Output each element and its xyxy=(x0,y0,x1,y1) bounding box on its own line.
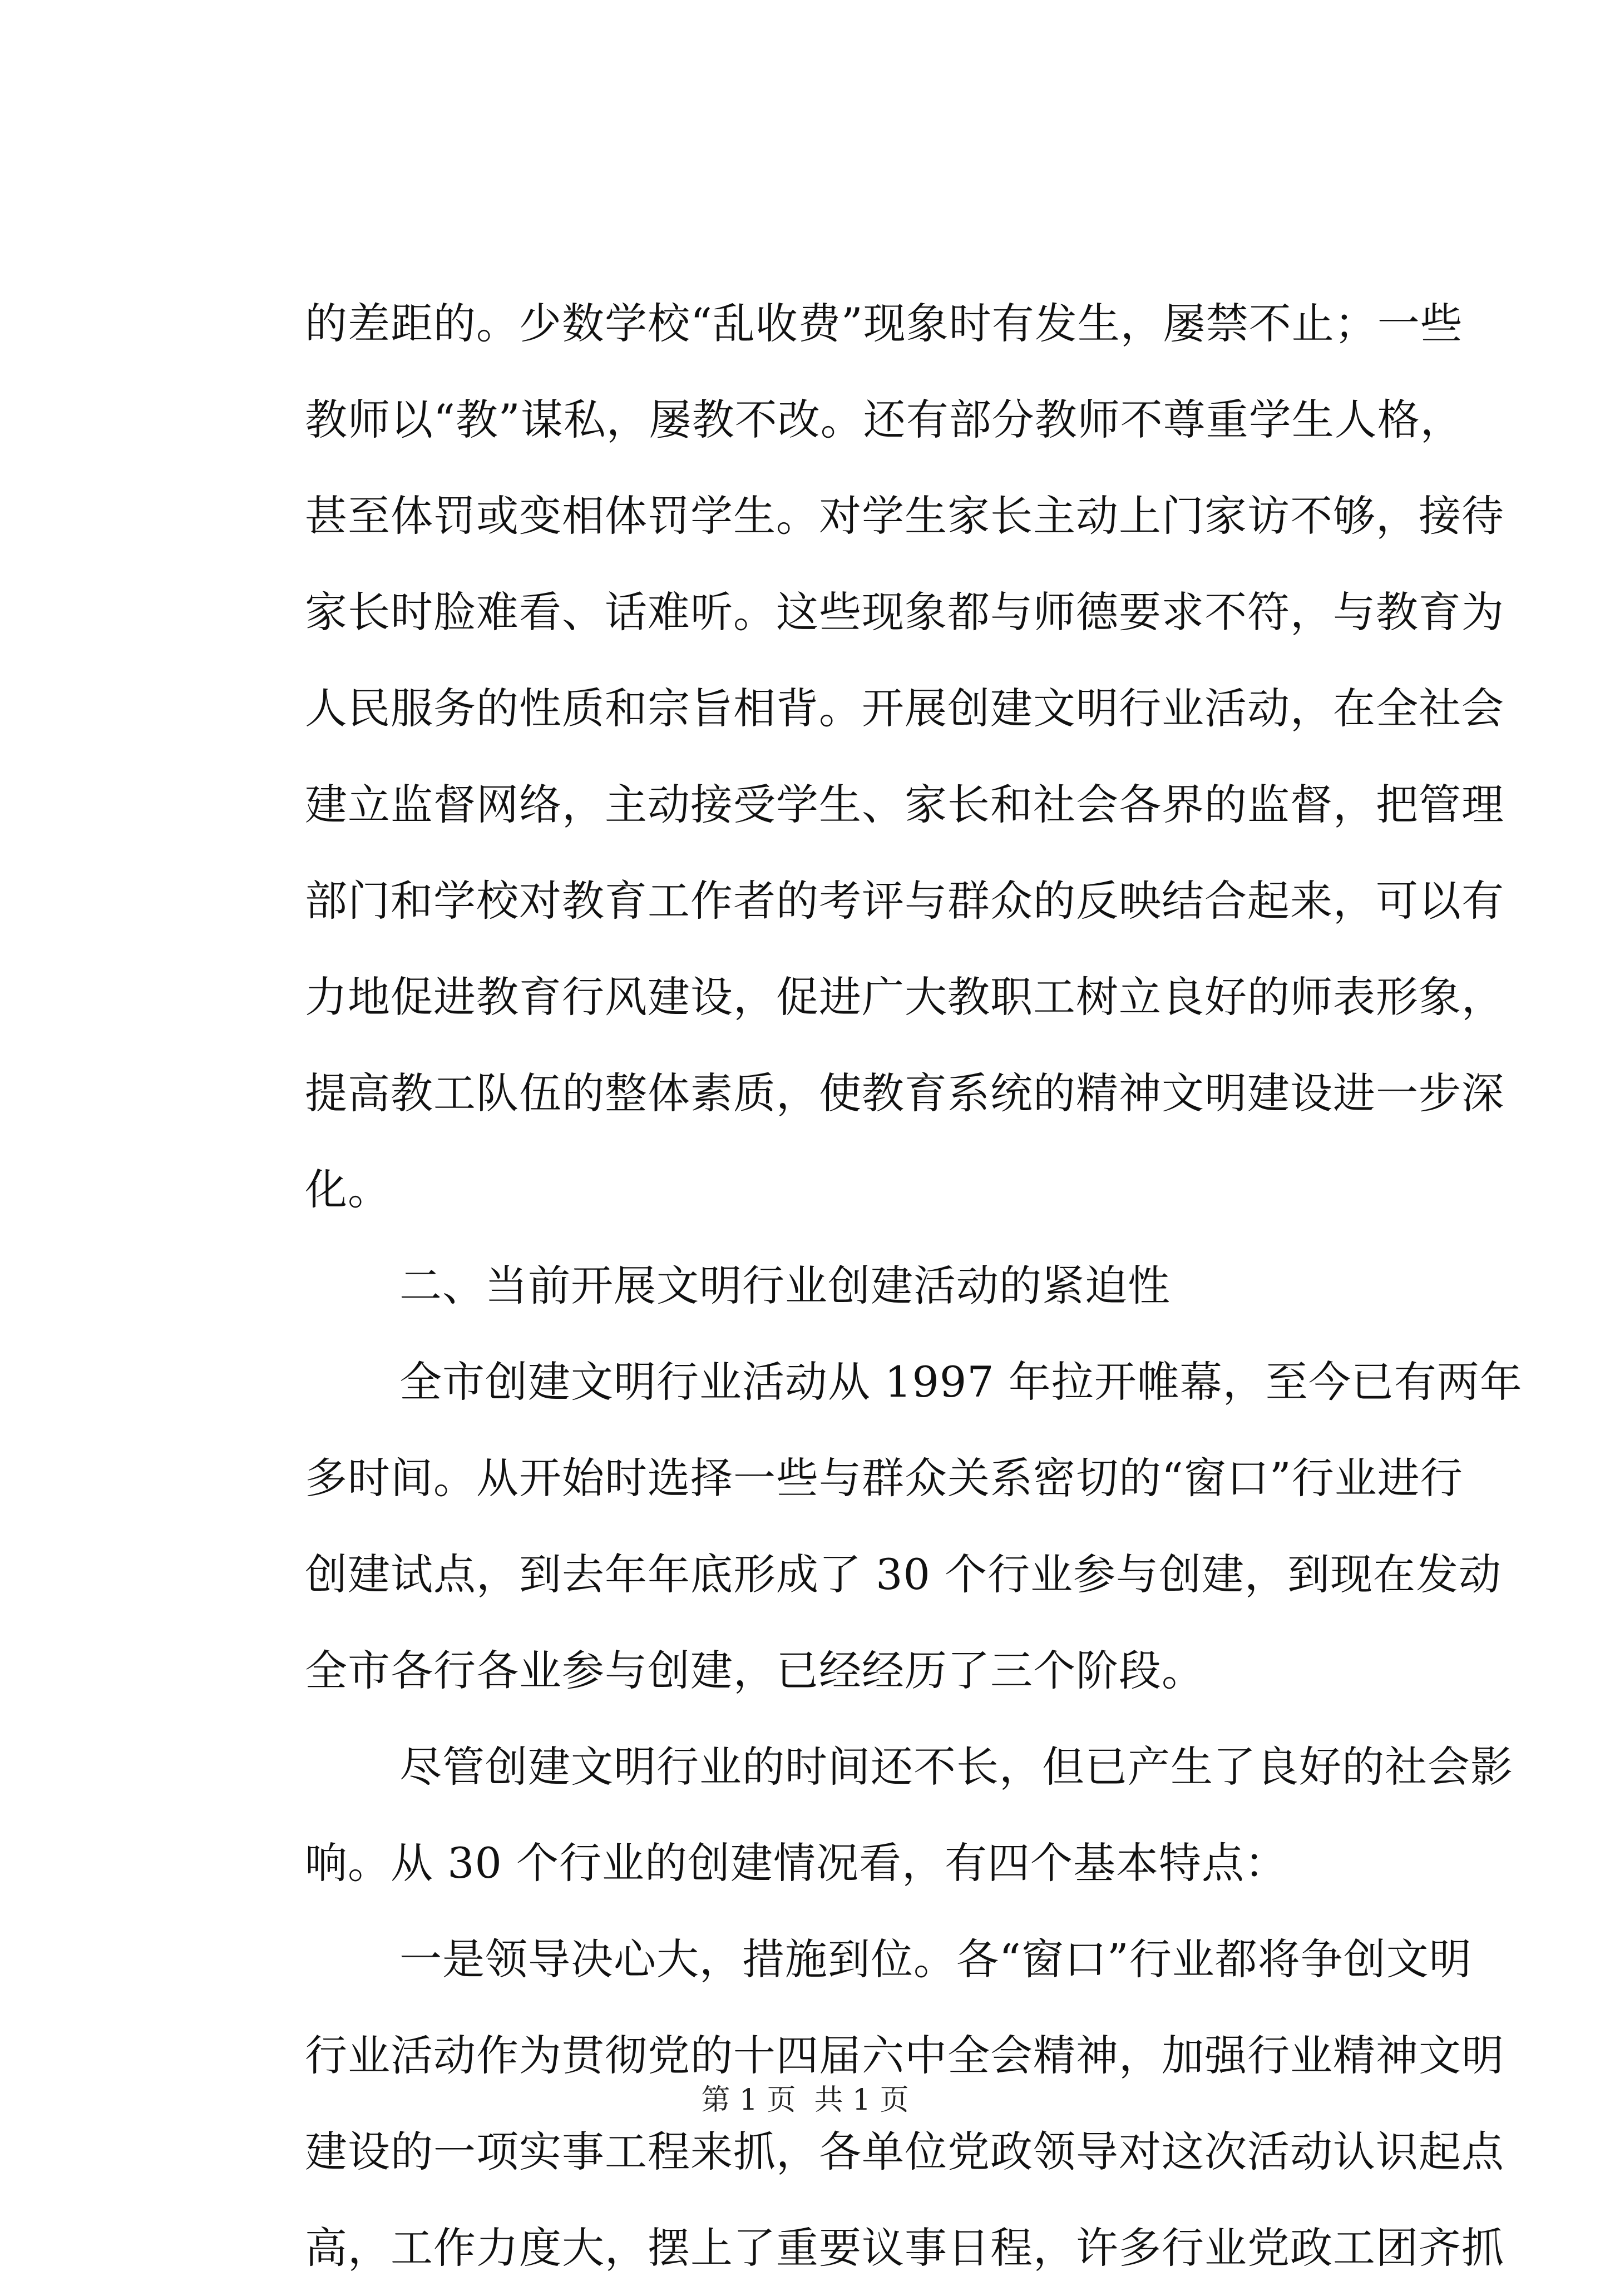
text-line: 全市各行各业参与创建，已经经历了三个阶段。 xyxy=(305,1646,1204,1695)
body-text xyxy=(305,275,1523,2296)
text-line: 提高教工队伍的整体素质，使教育系统的精神文明建设进一步深 xyxy=(305,1068,1504,1118)
text-line: 创建试点，到去年年底形成了 30 个行业参与创建，到现在发动 xyxy=(305,1550,1502,1599)
section-heading: 二、当前开展文明行业创建活动的紧迫性 xyxy=(399,1261,1171,1310)
text-line: 化。 xyxy=(305,1165,391,1214)
text-line: 力地促进教育行风建设，促进广大教职工树立良好的师表形象， xyxy=(305,972,1504,1022)
text-line: 人民服务的性质和宗旨相背。开展创建文明行业活动，在全社会 xyxy=(305,684,1504,733)
text-line: 的差距的。少数学校“乱收费”现象时有发生，屡禁不止；一些 xyxy=(305,299,1463,348)
text-line: 响。从 30 个行业的创建情况看，有四个基本特点： xyxy=(305,1838,1288,1888)
text-line: 行业活动作为贯彻党的十四届六中全会精神，加强行业精神文明 xyxy=(305,2031,1504,2080)
text-line: 全市创建文明行业活动从 1997 年拉开帷幕，至今已有两年 xyxy=(399,1357,1523,1407)
text-line: 一是领导决心大，措施到位。各“窗口”行业都将争创文明 xyxy=(399,1934,1472,1984)
text-line: 建立监督网络，主动接受学生、家长和社会各界的监督，把管理 xyxy=(305,780,1504,829)
text-line: 建设的一项实事工程来抓，各单位党政领导对这次活动认识起点 xyxy=(305,2127,1504,2176)
text-line: 多时间。从开始时选择一些与群众关系密切的“窗口”行业进行 xyxy=(305,1453,1463,1503)
text-line: 尽管创建文明行业的时间还不长，但已产生了良好的社会影 xyxy=(399,1742,1513,1792)
text-line: 部门和学校对教育工作者的考评与群众的反映结合起来，可以有 xyxy=(305,876,1504,926)
text-line: 教师以“教”谋私，屡教不改。还有部分教师不尊重学生人格， xyxy=(305,395,1463,444)
text-line: 家长时脸难看、话难听。这些现象都与师德要求不符，与教育为 xyxy=(305,587,1504,637)
text-line: 高，工作力度大，摆上了重要议事日程，许多行业党政工团齐抓 xyxy=(305,2223,1504,2273)
page-footer: 第 1 页 共 1 页 xyxy=(701,2084,909,2117)
text-line: 甚至体罚或变相体罚学生。对学生家长主动上门家访不够，接待 xyxy=(305,491,1504,541)
